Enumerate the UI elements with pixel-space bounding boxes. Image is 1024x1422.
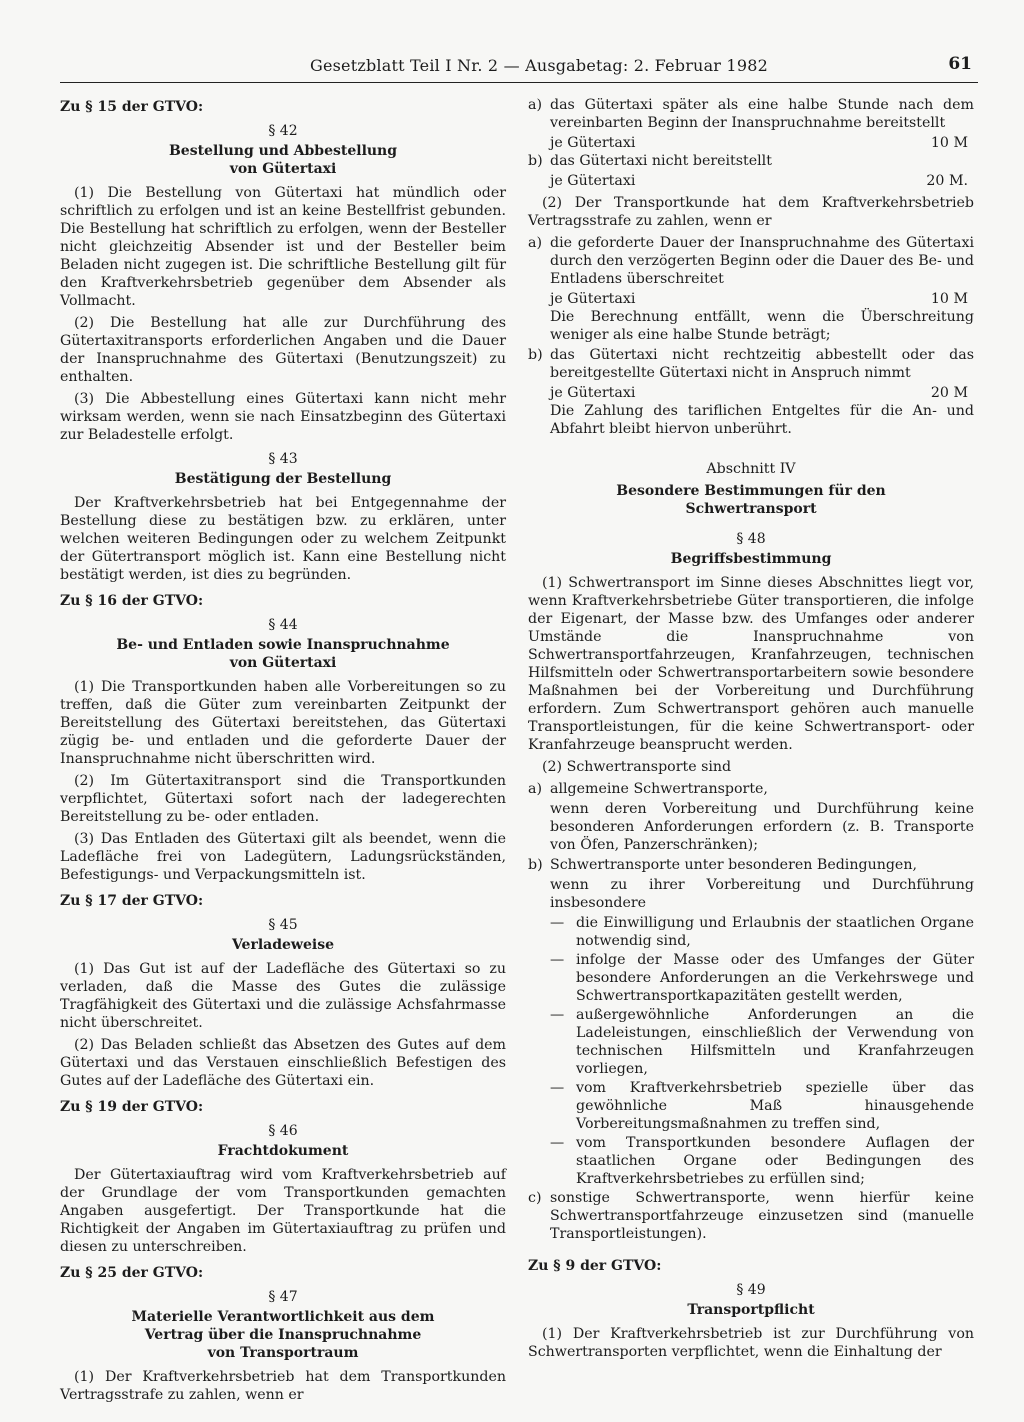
list-item-b (528, 152, 974, 170)
paragraph-46-heading: Frachtdokument (217, 1143, 349, 1159)
item-label: a) (528, 781, 542, 797)
list-item-a (528, 234, 974, 288)
dash-text: außergewöhnliche Anforderungen an die Ladeleistungen, einschließlich der Verwendung von technischen Hilfsmitteln und Kranfahrzeugen vorliegen, (576, 1007, 974, 1077)
dash-mark: — (550, 915, 565, 931)
section-ref-19: Zu § 19 der GTVO: (60, 1099, 204, 1115)
item-text: sonstige Schwertransporte, wenn hierfür keine Schwertransportfahrzeuge einzusetzen sind (manuelle Transportleistungen). (550, 1190, 974, 1242)
section-ref-17: Zu § 17 der GTVO: (60, 893, 204, 909)
penalty-unit: je Gütertaxi (550, 173, 636, 189)
paragraph-42-heading (60, 142, 506, 178)
item-label: b) (528, 857, 543, 873)
item-label: a) (528, 235, 542, 251)
paragraph-43-number: § 43 (268, 451, 298, 467)
heading-line: Schwertransport (685, 501, 817, 517)
dash-mark: — (550, 1135, 565, 1151)
dash-mark: — (550, 952, 565, 968)
paragraph-47-heading (60, 1308, 506, 1362)
section-ref-15: Zu § 15 der GTVO: (60, 99, 204, 115)
gazette-title: Gesetzblatt Teil I Nr. 2 — Ausgabetag: 2. Februar 1982 (310, 56, 768, 75)
paragraph-text: (3) Die Abbestellung eines Gütertaxi kann nicht mehr wirksam werden, wenn sie nach Einsatzbeginn des Gütertaxi zur Beladestelle erfolgt. (60, 391, 506, 443)
heading-line: Be- und Entladen sowie Inanspruchnahme (116, 637, 450, 653)
paragraph-45-number: § 45 (268, 917, 298, 933)
list-item-a (528, 780, 974, 798)
paragraph-44-number: § 44 (268, 617, 298, 633)
right-column (528, 96, 974, 1365)
paragraph-text: (1) Die Transportkunden haben alle Vorbereitungen so zu treffen, daß die Güter zum vereinbarten Zeitpunkt der Bereitstellung des Gütertaxi bereitstehen, das Gütertaxi zügig be- und entladen und die geforderte Dauer der Inanspruchnahme nicht überschritten wird. (60, 679, 506, 767)
list-item-c (528, 1189, 974, 1243)
dash-item (528, 1134, 974, 1188)
paragraph-text: (2) Im Gütertaxitransport sind die Transportkunden verpflichtet, Gütertaxi sofort nach der ladegerechten Bereitstellung zu be- oder entladen. (60, 773, 506, 825)
paragraph-42-number: § 42 (268, 123, 298, 139)
item-note: Die Berechnung entfällt, wenn die Überschreitung weniger als eine halbe Stunde beträgt; (550, 309, 974, 343)
paragraph-44-heading (60, 636, 506, 672)
heading-line: Materielle Verantwortlichkeit aus dem (131, 1309, 435, 1325)
heading-line: von Gütertaxi (229, 655, 337, 671)
paragraph-text: (3) Das Entladen des Gütertaxi gilt als beendet, wenn die Ladefläche frei von Ladegütern, Ladungsrückständen, Befestigungs- und Verpackungsmitteln ist. (60, 831, 506, 883)
section-ref-25: Zu § 25 der GTVO: (60, 1265, 204, 1281)
heading-line: Besondere Bestimmungen für den (616, 483, 886, 499)
penalty-unit: je Gütertaxi (550, 135, 636, 151)
penalty-unit: je Gütertaxi (550, 385, 636, 401)
section-ref-9: Zu § 9 der GTVO: (528, 1258, 662, 1274)
penalty-amount: 10 M (930, 135, 968, 151)
dash-item (528, 951, 974, 1005)
dash-text: infolge der Masse oder des Umfanges der Güter besondere Anforderungen an die Verkehrswege und Schwertransportkapazitäten gestellt werden, (576, 952, 974, 1004)
page-header (60, 52, 978, 83)
paragraph-text: (1) Der Kraftverkehrsbetrieb ist zur Durchführung von Schwertransporten verpflichtet, wenn die Einhaltung der (528, 1326, 974, 1360)
section-ref-16: Zu § 16 der GTVO: (60, 593, 204, 609)
penalty-row (528, 134, 974, 152)
paragraph-text: (2) Die Bestellung hat alle zur Durchführung des Gütertaxitransports erforderlichen Angaben und die Dauer der Inanspruchnahme des Gütertaxi (Benutzungszeit) zu enthalten. (60, 315, 506, 385)
penalty-row (528, 290, 974, 308)
item-text: Schwertransporte unter besonderen Bedingungen, (550, 857, 917, 873)
dash-mark: — (550, 1007, 565, 1023)
dash-text: die Einwilligung und Erlaubnis der staatlichen Organe notwendig sind, (576, 915, 974, 949)
item-text: das Gütertaxi später als eine halbe Stunde nach dem vereinbarten Beginn der Inanspruchnahme bereitstellt (550, 97, 974, 131)
paragraph-43-heading: Bestätigung der Bestellung (174, 471, 392, 487)
item-text: die geforderte Dauer der Inanspruchnahme des Gütertaxi durch den verzögerten Beginn oder die Dauer des Be- und Entladens überschreitet (550, 235, 974, 287)
item-note: Die Zahlung des tariflichen Entgeltes für die An- und Abfahrt bleibt hiervon unberührt. (550, 403, 974, 437)
list-item-b (528, 856, 974, 874)
dash-mark: — (550, 1080, 565, 1096)
item-label: a) (528, 97, 542, 113)
penalty-amount: 20 M. (926, 173, 968, 189)
penalty-unit: je Gütertaxi (550, 291, 636, 307)
item-label: c) (528, 1190, 542, 1206)
section-heading (528, 482, 974, 518)
paragraph-45-heading: Verladeweise (231, 937, 334, 953)
item-label: b) (528, 347, 543, 363)
paragraph-47-number: § 47 (268, 1289, 298, 1305)
paragraph-text: (1) Das Gut ist auf der Ladefläche des Gütertaxi so zu verladen, daß die Masse des Gutes die zulässige Tragfähigkeit des Gütertaxi und die zulässige Achsfahrmasse nicht überschreitet. (60, 961, 506, 1031)
penalty-row (528, 384, 974, 402)
penalty-amount: 20 M (930, 385, 968, 401)
paragraph-49-number: § 49 (736, 1282, 766, 1298)
heading-line: von Gütertaxi (229, 161, 337, 177)
paragraph-text: (1) Der Kraftverkehrsbetrieb hat dem Transportkunden Vertragsstrafe zu zahlen, wenn er (60, 1369, 506, 1403)
penalty-row (528, 172, 974, 190)
dash-text: vom Transportkunden besondere Auflagen der staatlichen Organe oder Bedingungen des Kraftverkehrsbetriebes zu erfüllen sind; (576, 1135, 974, 1187)
paragraph-text: Der Kraftverkehrsbetrieb hat bei Entgegennahme der Bestellung diese zu bestätigen bzw. zu erklären, unter welchen weiteren Bedingungen oder zu welchem Zeitpunkt der Gütertransport möglich ist. Kann eine Bestellung nicht bestätigt werden, ist dies zu begründen. (60, 495, 506, 583)
dash-item (528, 914, 974, 950)
page-number: 61 (948, 54, 972, 74)
paragraph-text: (2) Der Transportkunde hat dem Kraftverkehrsbetrieb Vertragsstrafe zu zahlen, wenn er (528, 195, 974, 229)
list-item-a (528, 96, 974, 132)
item-text: das Gütertaxi nicht rechtzeitig abbestellt oder das bereitgestellte Gütertaxi nicht in Anspruch nimmt (550, 347, 974, 381)
dash-item (528, 1079, 974, 1133)
paragraph-text: (2) Das Beladen schließt das Absetzen des Gutes auf dem Gütertaxi und das Verstauen einschließlich Befestigen des Gutes auf der Ladefläche des Gütertaxi ein. (60, 1037, 506, 1089)
dash-item (528, 1006, 974, 1078)
item-label: b) (528, 153, 543, 169)
item-subtext: wenn zu ihrer Vorbereitung und Durchführung insbesondere (550, 877, 974, 911)
penalty-amount: 10 M (930, 291, 968, 307)
paragraph-text: (1) Schwertransport im Sinne dieses Abschnittes liegt vor, wenn Kraftverkehrsbetriebe Güter transportieren, die infolge der Eigenart, der Masse bzw. des Umfanges oder anderer Umstände die Inanspruchnahme von Schwertransportfahrzeugen, Kranfahrzeugen, technischen Hilfsmitteln oder Schwertransportarbeitern sowie besondere Maßnahmen bei der Vorbereitung und Durchführung erfordern. Zum Schwertransport gehören auch manuelle Transportleistungen, für die keine Schwertransport- oder Kranfahrzeuge beansprucht werden. (528, 575, 974, 753)
dash-text: vom Kraftverkehrsbetrieb spezielle über das gewöhnliche Maß hinausgehende Vorbereitungsmaßnahmen zu treffen sind, (576, 1080, 974, 1132)
paragraph-46-number: § 46 (268, 1123, 298, 1139)
item-subtext: wenn deren Vorbereitung und Durchführung keine besonderen Anforderungen erfordern (z. B. Transporte von Öfen, Panzerschränken); (550, 801, 974, 853)
paragraph-48-number: § 48 (736, 531, 766, 547)
paragraph-49-heading: Transportpflicht (687, 1302, 815, 1318)
item-text: das Gütertaxi nicht bereitstellt (550, 153, 772, 169)
heading-line: Vertrag über die Inanspruchnahme (144, 1327, 422, 1343)
section-title: Abschnitt IV (706, 461, 796, 477)
heading-line: Bestellung und Abbestellung (168, 143, 398, 159)
paragraph-text: Der Gütertaxiauftrag wird vom Kraftverkehrsbetrieb auf der Grundlage der vom Transportkunden gemachten Angaben ausgefertigt. Der Transportkunde hat die Richtigkeit der Angaben im Gütertaxiauftrag zu prüfen und diesen zu unterschreiben. (60, 1167, 506, 1255)
heading-line: von Transportraum (207, 1345, 359, 1361)
paragraph-text: (2) Schwertransporte sind (542, 759, 732, 775)
list-item-b (528, 346, 974, 382)
left-column (60, 96, 506, 1408)
paragraph-text: (1) Die Bestellung von Gütertaxi hat mündlich oder schriftlich zu erfolgen und ist an keine Bestellfrist gebunden. Die Bestellung hat schriftlich zu erfolgen, wenn der Besteller nicht gleichzeitig Absender ist und der Besteller beim Beladen nicht zugegen ist. Die schriftliche Bestellung gilt für den Kraftverkehrsbetrieb gegenüber dem Absender als Vollmacht. (60, 185, 506, 309)
item-text: allgemeine Schwertransporte, (550, 781, 768, 797)
paragraph-48-heading: Begriffsbestimmung (670, 551, 832, 567)
